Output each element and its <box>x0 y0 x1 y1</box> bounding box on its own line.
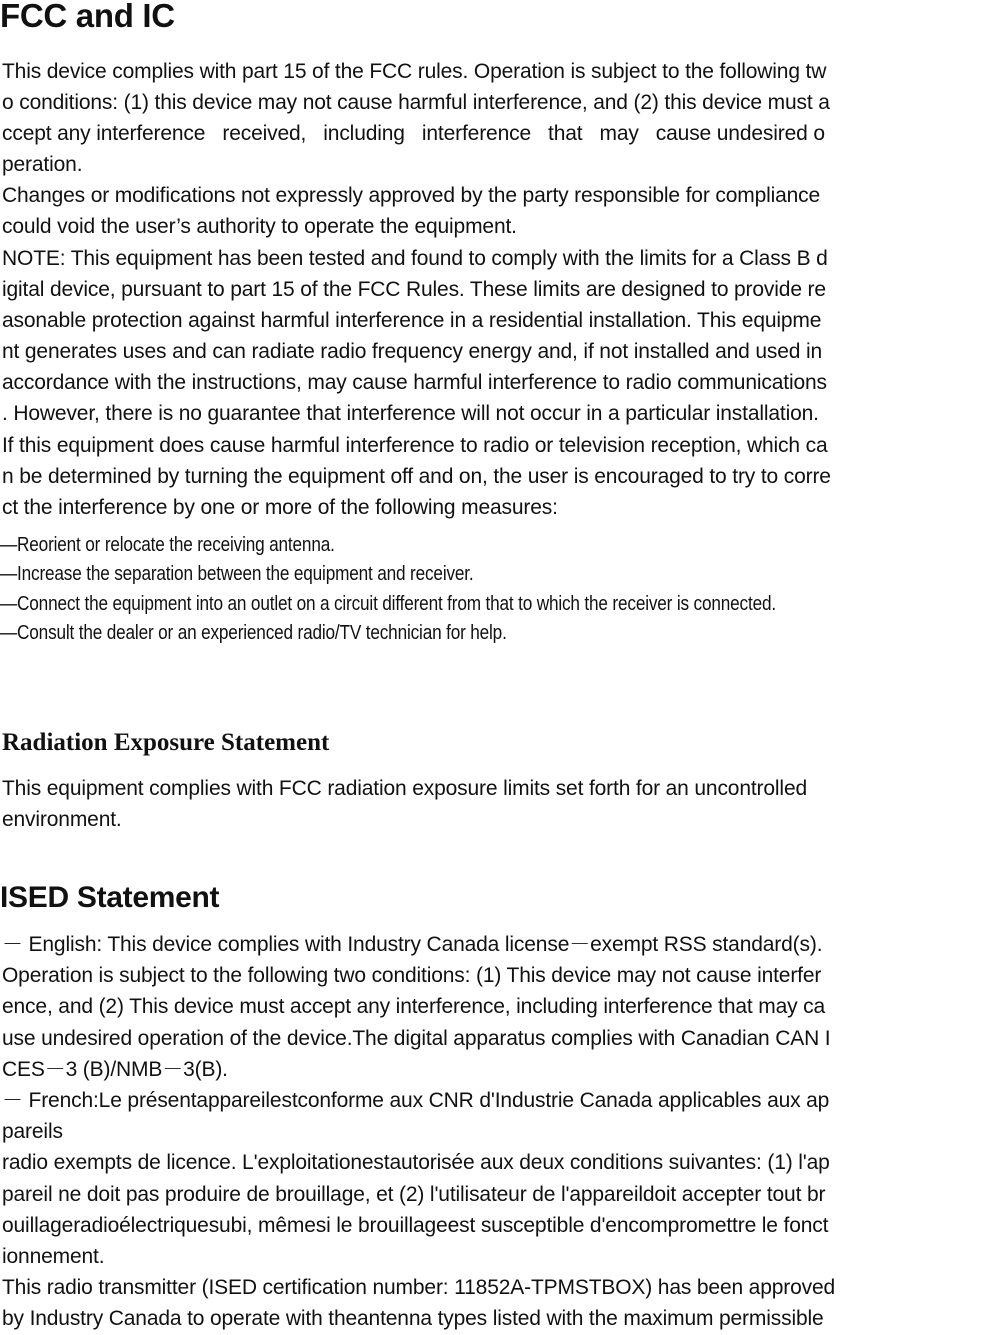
fcc-line: igital device, pursuant to part 15 of the FCC Rules. These limits are designed to provide re <box>2 278 826 301</box>
ised-line: use undesired operation of the device.The digital apparatus complies with Canadian CAN I <box>2 1027 831 1050</box>
radiation-title: Radiation Exposure Statement <box>2 729 330 756</box>
ised-line: radio exempts de licence. L'exploitationestautorisée aux deux conditions suivantes: (1) l'ap <box>2 1151 830 1174</box>
fcc-line: NOTE: This equipment has been tested and found to comply with the limits for a Class B d <box>2 247 828 270</box>
ised-line: pareils <box>2 1120 63 1143</box>
ised-line: by Industry Canada to operate with theantenna types listed with the maximum permissible <box>2 1307 824 1330</box>
fcc-line: If this equipment does cause harmful interference to radio or television reception, which ca <box>2 434 828 457</box>
measure-item: —Consult the dealer or an experienced radio/TV technician for help. <box>0 622 507 644</box>
radiation-line: This equipment complies with FCC radiation exposure limits set forth for an uncontrolled <box>2 777 808 800</box>
fcc-line: peration. <box>2 153 83 176</box>
ised-line: CES－3 (B)/NMB－3(B). <box>2 1058 228 1081</box>
ised-line: － English: This device complies with Industry Canada license－exempt RSS standard(s). <box>2 933 823 956</box>
ised-line: － French:Le présentappareilestconforme aux CNR d'Industrie Canada applicables aux ap <box>2 1089 830 1112</box>
fcc-line: n be determined by turning the equipment off and on, the user is encouraged to try to corre <box>2 465 831 488</box>
measure-item: —Connect the equipment into an outlet on a circuit different from that to which the receiver is connected. <box>0 593 776 615</box>
measure-item: —Increase the separation between the equipment and receiver. <box>0 563 474 585</box>
fcc-line: This device complies with part 15 of the FCC rules. Operation is subject to the following tw <box>2 60 827 83</box>
fcc-line: o conditions: (1) this device may not cause harmful interference, and (2) this device must a <box>2 91 830 114</box>
ised-line: ouillageradioélectriquesubi, mêmesi le brouillageest susceptible d'encompromettre le fonct <box>2 1214 829 1237</box>
ised-title: ISED Statement <box>0 881 220 914</box>
fcc-line: nt generates uses and can radiate radio frequency energy and, if not installed and used in <box>2 340 823 363</box>
ised-line: ence, and (2) This device must accept any interference, including interference that may ca <box>2 995 826 1018</box>
fcc-line: could void the user’s authority to operate the equipment. <box>2 215 517 238</box>
fcc-line: Changes or modifications not expressly approved by the party responsible for compliance <box>2 184 821 207</box>
fcc-line: . However, there is no guarantee that interference will not occur in a particular installation. <box>2 402 819 425</box>
fcc-line: accordance with the instructions, may cause harmful interference to radio communications <box>2 371 827 394</box>
ised-line: pareil ne doit pas produire de brouillage, et (2) l'utilisateur de l'appareildoit accepter tout br <box>2 1183 826 1206</box>
fcc-line: ct the interference by one or more of the following measures: <box>2 496 558 519</box>
ised-line: ionnement. <box>2 1245 105 1268</box>
ised-line: This radio transmitter (ISED certification number: 11852A-TPMSTBOX) has been approved <box>2 1276 836 1299</box>
measure-item: —Reorient or relocate the receiving antenna. <box>0 534 335 556</box>
fcc-line: asonable protection against harmful interference in a residential installation. This equipme <box>2 309 822 332</box>
fcc-line: ccept any interference received, including interference that may cause undesired o <box>2 122 825 145</box>
fcc-title: FCC and IC <box>0 0 175 34</box>
ised-line: Operation is subject to the following two conditions: (1) This device may not cause interfer <box>2 964 822 987</box>
radiation-line: environment. <box>2 808 122 831</box>
